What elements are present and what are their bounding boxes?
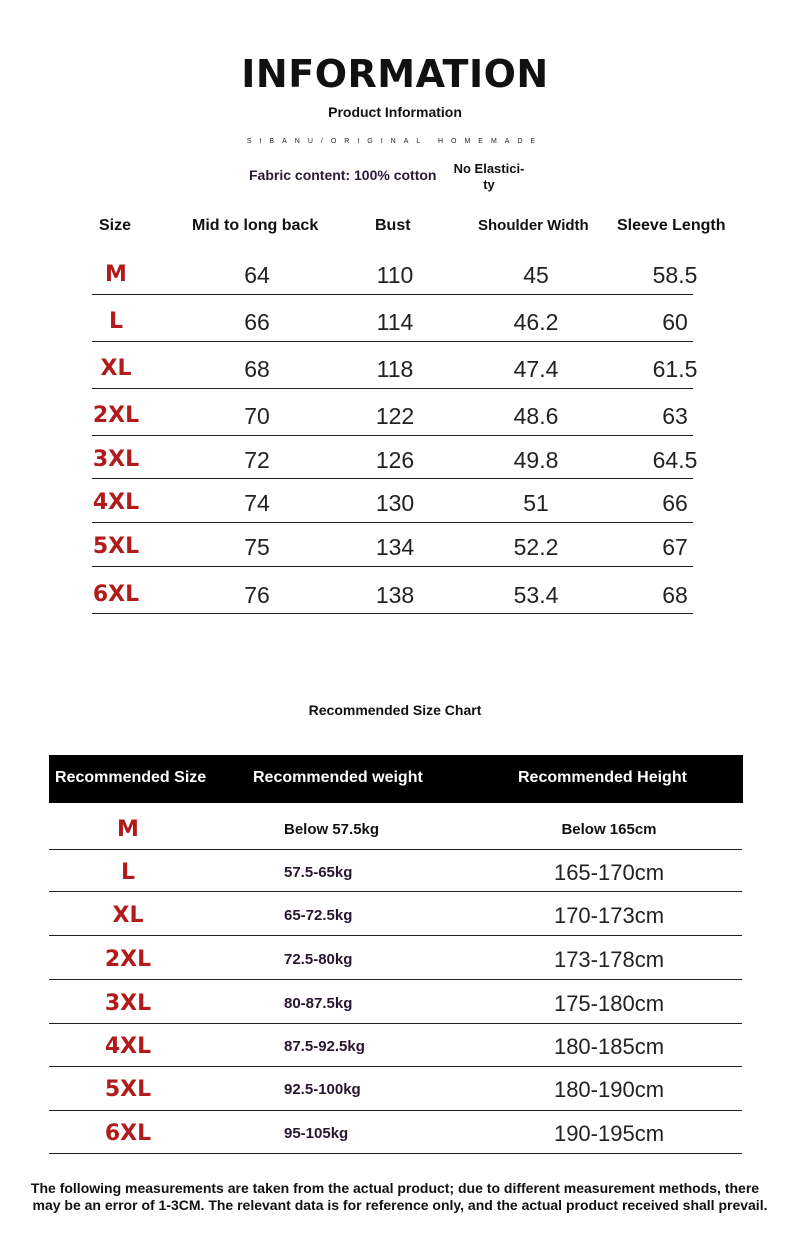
- page-subtitle: Product Information: [328, 104, 462, 120]
- recommended-table-header: [49, 755, 743, 803]
- measurement-value: 52.2: [513, 534, 559, 560]
- measurement-value: 64: [244, 262, 270, 288]
- size-label: 3XL: [92, 447, 140, 472]
- brand-tagline: SIBANU/ORIGINAL HOMEMADE: [246, 138, 544, 145]
- recommended-weight: 92.5-100kg: [284, 1081, 361, 1098]
- recommended-height: 170-173cm: [553, 903, 665, 928]
- recommended-height: 180-185cm: [553, 1034, 665, 1059]
- elasticity-line: ty: [483, 177, 495, 192]
- recommended-weight: 65-72.5kg: [284, 907, 353, 924]
- column-header-back-length: Mid to long back: [192, 217, 319, 234]
- measurement-value: 60: [662, 309, 688, 335]
- page-title: INFORMATION: [241, 52, 549, 96]
- disclaimer-line-1: The following measurements are taken from the actual product; due to different measurement methods, there: [30, 1180, 760, 1196]
- column-header-recommended-size: Recommended Size: [55, 769, 207, 786]
- measurement-value: 138: [375, 582, 415, 608]
- size-label: XL: [100, 356, 132, 381]
- measurement-value: 70: [244, 403, 270, 429]
- recommended-size-label: 3XL: [104, 991, 152, 1016]
- measurement-value: 49.8: [513, 447, 559, 473]
- size-label: M: [105, 262, 127, 287]
- column-header-size: Size: [99, 217, 132, 234]
- row-divider: [92, 341, 693, 342]
- measurement-value: 76: [244, 582, 270, 608]
- measurement-value: 66: [662, 490, 688, 516]
- recommended-size-label: 2XL: [104, 947, 152, 972]
- row-divider: [92, 522, 693, 523]
- recommended-size-label: M: [117, 817, 139, 842]
- row-divider: [92, 613, 693, 614]
- recommended-chart-title: Recommended Size Chart: [308, 702, 482, 718]
- measurement-value: 126: [375, 447, 415, 473]
- measurement-value: 58.5: [652, 262, 698, 288]
- row-divider: [92, 435, 693, 436]
- column-header-recommended-weight: Recommended weight: [253, 769, 423, 786]
- measurement-value: 47.4: [513, 356, 559, 382]
- row-divider: [49, 935, 742, 936]
- measurement-value: 134: [375, 534, 415, 560]
- size-label: L: [108, 309, 124, 334]
- measurement-value: 53.4: [513, 582, 559, 608]
- recommended-height: 165-170cm: [553, 860, 665, 885]
- measurement-value: 74: [244, 490, 270, 516]
- recommended-weight: 87.5-92.5kg: [284, 1038, 365, 1055]
- row-divider: [49, 1066, 742, 1067]
- measurement-value: 68: [662, 582, 688, 608]
- row-divider: [49, 849, 742, 850]
- measurement-value: 46.2: [513, 309, 559, 335]
- elasticity-note: [449, 161, 529, 193]
- recommended-height: Below 165cm: [561, 821, 657, 838]
- row-divider: [49, 1153, 742, 1154]
- row-divider: [49, 979, 742, 980]
- row-divider: [92, 294, 693, 295]
- measurement-value: 67: [662, 534, 688, 560]
- measurement-value: 66: [244, 309, 270, 335]
- measurement-value: 118: [376, 356, 414, 382]
- recommended-weight: 80-87.5kg: [284, 995, 353, 1012]
- recommended-weight: Below 57.5kg: [284, 821, 380, 838]
- recommended-height: 190-195cm: [553, 1121, 665, 1146]
- measurement-value: 45: [523, 262, 549, 288]
- disclaimer-note: [0, 1180, 790, 1214]
- recommended-height: 180-190cm: [553, 1077, 665, 1102]
- column-header-recommended-height: Recommended Height: [518, 769, 687, 786]
- recommended-size-label: XL: [112, 903, 144, 928]
- disclaimer-line-2: may be an error of 1-3CM. The relevant data is for reference only, and the actual product received shall prevail.: [32, 1197, 768, 1213]
- size-label: 2XL: [92, 403, 140, 428]
- measurement-value: 75: [244, 534, 270, 560]
- recommended-size-label: L: [120, 860, 136, 885]
- measurement-value: 72: [244, 447, 270, 473]
- elasticity-line: No Elastici-: [453, 161, 525, 176]
- measurement-value: 114: [376, 309, 414, 335]
- measurement-value: 68: [244, 356, 270, 382]
- row-divider: [49, 1110, 742, 1111]
- recommended-weight: 57.5-65kg: [284, 864, 353, 881]
- measurement-value: 48.6: [513, 403, 559, 429]
- column-header-sleeve-length: Sleeve Length: [617, 217, 726, 234]
- recommended-size-label: 6XL: [104, 1121, 152, 1146]
- measurement-value: 63: [662, 403, 688, 429]
- recommended-size-label: 5XL: [104, 1077, 152, 1102]
- column-header-bust: Bust: [375, 217, 411, 234]
- row-divider: [49, 1023, 742, 1024]
- row-divider: [92, 566, 693, 567]
- recommended-size-label: 4XL: [104, 1034, 152, 1059]
- measurement-value: 51: [523, 490, 549, 516]
- row-divider: [49, 891, 742, 892]
- row-divider: [92, 478, 693, 479]
- size-label: 5XL: [92, 534, 140, 559]
- measurement-value: 61.5: [652, 356, 698, 382]
- measurement-value: 110: [376, 262, 414, 288]
- size-label: 6XL: [92, 582, 140, 607]
- column-header-shoulder-width: Shoulder Width: [478, 217, 589, 234]
- size-label: 4XL: [92, 490, 140, 515]
- recommended-weight: 95-105kg: [284, 1125, 349, 1142]
- recommended-height: 175-180cm: [553, 991, 665, 1016]
- row-divider: [92, 388, 693, 389]
- measurement-value: 122: [375, 403, 415, 429]
- recommended-weight: 72.5-80kg: [284, 951, 353, 968]
- measurement-value: 130: [375, 490, 415, 516]
- fabric-content: Fabric content: 100% cotton: [249, 167, 437, 183]
- recommended-height: 173-178cm: [553, 947, 665, 972]
- measurement-value: 64.5: [652, 447, 698, 473]
